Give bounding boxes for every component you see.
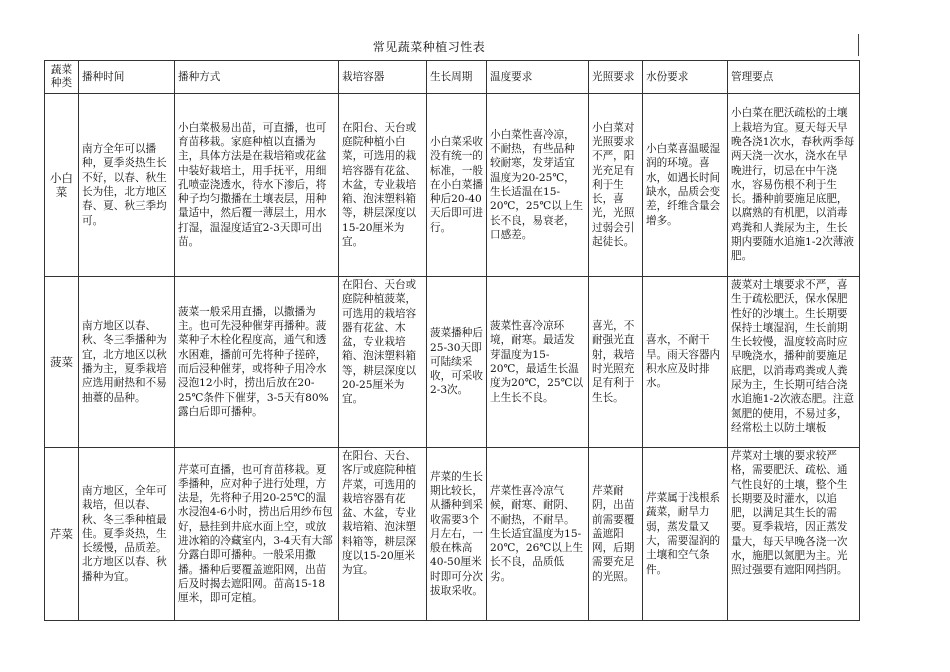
header-temperature: 温度要求	[487, 61, 589, 94]
table-row	[45, 94, 860, 277]
header-sowing-method: 播种方式	[175, 61, 339, 94]
vegetable-habits-table	[44, 60, 860, 621]
cell-growth-cycle: 小白菜采收没有统一的标准，一般在小白菜播种后20-40天后即可进行。	[427, 94, 487, 277]
cell-management: 小白菜在肥沃疏松的土壤上栽培为宜。夏天每天早晚各浇1次水，春秋两季每两天浇一次水，浇水在早晚进行，切忌在中午浇水，容易伤根不利于生长。播种前要施足底肥，以腐熟的有机肥，以消毒鸡粪和人粪尿为主，生长期内要随水追施1-2次薄液肥。	[728, 94, 860, 277]
header-water: 水份要求	[643, 61, 728, 94]
header-sowing-time: 播种时间	[79, 61, 175, 94]
table-row	[45, 448, 860, 621]
cell-sowing-time: 南方地区以春、秋、冬三季播种为宜，北方地区以秋播为主，夏季栽培应选用耐热和不易抽薹的品种。	[79, 277, 175, 448]
cell-temperature: 芹菜性喜冷凉气候，耐寒、耐阴、不耐热，不耐旱。生长适宜温度为15-20℃，26℃以上生长不良，品质低劣。	[487, 448, 589, 621]
cell-temperature: 小白菜性喜冷凉，不耐热，有些品种较耐寒，发芽适宜温度为20-25℃，生长适温在15-20℃，25℃以上生长不良，易衰老，口感差。	[487, 94, 589, 277]
cell-growth-cycle: 菠菜播种后25-30天即可陆续采收，可采收2-3次。	[427, 277, 487, 448]
vegetable-name: 菠菜	[45, 277, 79, 448]
table-title: 常见蔬菜种植习性表	[372, 40, 486, 54]
cell-water: 芹菜属于浅根系蔬菜，耐旱力弱，蒸发量又大，需要湿润的土壤和空气条件。	[643, 448, 728, 621]
table-row	[45, 277, 860, 448]
header-container: 栽培容器	[339, 61, 427, 94]
cell-sowing-method: 芹菜可直播，也可育苗移栽。夏季播种，应对种子进行处理，方法是，先将种子用20-25℃的温水浸泡4-6小时，捞出后用纱布包好，悬挂到井底水面上空，或放进冰箱的冷藏室内，3-4天有大部分露白即可播种。一般采用撒播。播种后要覆盖遮阳网，出苗后及时揭去遮阳网。苗高15-18厘米，即可定植。	[175, 448, 339, 621]
right-border-line	[858, 34, 859, 56]
cell-container: 在阳台、天台、客厅或庭院种植芹菜，可选用的栽培容器有花盆、木盆，专业栽培箱、泡沫塑料箱等，耕层深度以15-20厘米为宜。	[339, 448, 427, 621]
cell-sowing-method: 小白菜极易出苗，可直播，也可育苗移栽。家庭种植以直播为主，具体方法是在栽培箱或花盆中装好栽培土，用手抚平，用细孔喷壶浇透水，待水下渗后，将种子均匀撒播在土壤表层，用种量适中，然后覆一薄层土，用水打湿，温湿度适宜2-3天即可出苗。	[175, 94, 339, 277]
vegetable-name: 小白菜	[45, 94, 79, 277]
cell-light: 小白菜对光照要求不严，阳光充足有利于生长，喜光，光照过弱会引起徒长。	[589, 94, 643, 277]
cell-sowing-method: 菠菜一般采用直播，以撒播为主。也可先浸种催芽再播种。菠菜种子木栓化程度高，通气和透水困难，播前可先将种子搓碎，而后浸种催芽，或将种子用冷水浸泡12小时，捞出后放在20-25℃条件下催芽，3-5天有80%露白后即可播种。	[175, 277, 339, 448]
cell-container: 在阳台、天台或庭院种植菠菜，可选用的栽培容器有花盆、木盆，专业栽培箱、泡沫塑料箱等，耕层深度以20-25厘米为宜。	[339, 277, 427, 448]
header-management: 管理要点	[728, 61, 860, 94]
header-vegetable-type: 蔬菜种类	[45, 61, 79, 94]
cell-water: 小白菜喜温暖湿润的环境。喜水，如遇长时间缺水，品质会变差，纤维含量会增多。	[643, 94, 728, 277]
cell-light: 芹菜耐阴，出苗前需要覆盖遮阳网，后期需要充足的光照。	[589, 448, 643, 621]
header-row	[45, 61, 860, 94]
header-growth-cycle: 生长周期	[427, 61, 487, 94]
vegetable-name: 芹菜	[45, 448, 79, 621]
header-light: 光照要求	[589, 61, 643, 94]
cell-growth-cycle: 芹菜的生长期比较长，从播种到采收需要3个月左右，一般在株高40-50厘米时即可分次拔取采收。	[427, 448, 487, 621]
cell-water: 喜水，不耐干旱。雨天容器内积水应及时排水。	[643, 277, 728, 448]
cell-sowing-time: 南方地区，全年可栽培，但以春、秋、冬三季种植最佳。夏季炎热，生长缓慢，品质差。北方地区以春、秋播种为宜。	[79, 448, 175, 621]
cell-light: 喜光，不耐强光直射，栽培时光照充足有利于生长。	[589, 277, 643, 448]
cell-temperature: 菠菜性喜冷凉环境，耐寒。最适发芽温度为15-20℃，最适生长温度为20℃，25℃以上生长不良。	[487, 277, 589, 448]
cell-sowing-time: 南方全年可以播种，夏季炎热生长不好，以春、秋生长为佳，北方地区春、夏、秋三季均可。	[79, 94, 175, 277]
cell-management: 芹菜对土壤的要求较严格，需要肥沃、疏松、通气性良好的土壤，整个生长期要及时灌水，以追肥，以满足其生长的需要。夏季栽培，因正蒸发量大，每天早晚各浇一次水，施肥以氮肥为主。光照过强要有遮阳网挡阴。	[728, 448, 860, 621]
cell-management: 菠菜对土壤要求不严，喜生于疏松肥沃，保水保肥性好的沙壤土。生长期要保持土壤湿润，生长前期生长较慢，温度较高时应早晚浇水，播种前要施足底肥，以消毒鸡粪或人粪尿为主，生长期可结合浇水追施1-2次液态肥。注意氮肥的使用，不易过多，经常松土以防土壤板	[728, 277, 860, 448]
cell-container: 在阳台、天台或庭院种植小白菜，可选用的栽培容器有花盆、木盆，专业栽培箱、泡沫塑料箱等，耕层深度以15-20厘米为宜。	[339, 94, 427, 277]
